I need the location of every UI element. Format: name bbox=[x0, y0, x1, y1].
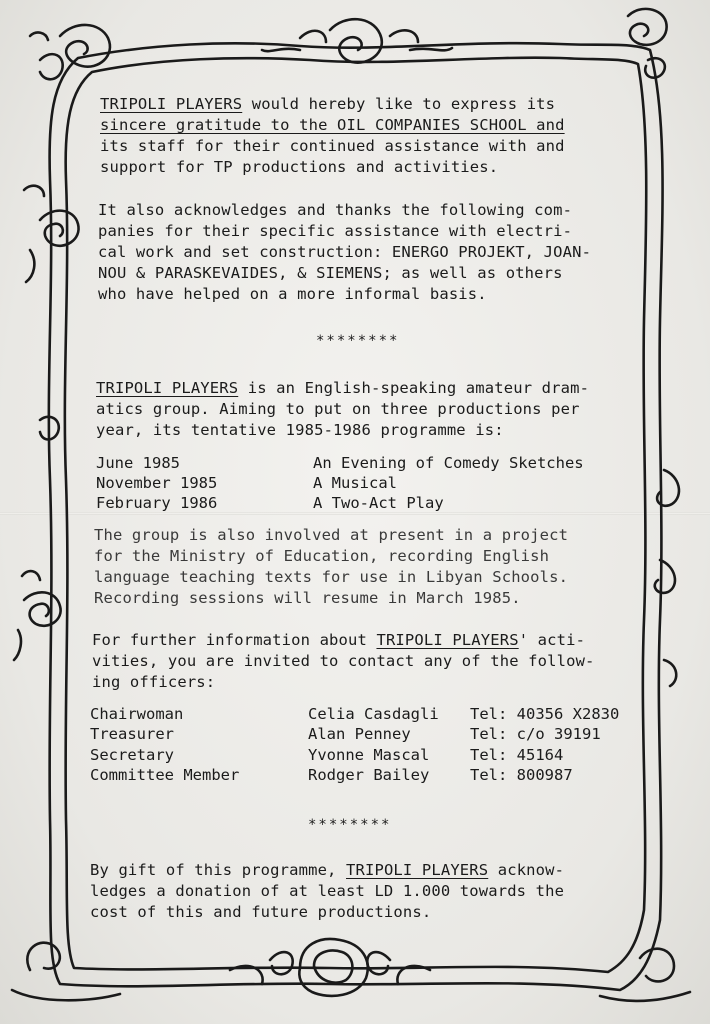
officer-name: Alan Penney bbox=[308, 725, 411, 743]
officer-tel: Tel: 40356 X2830 bbox=[470, 705, 620, 723]
officer-name: Rodger Bailey bbox=[308, 766, 430, 784]
officer-role: Committee Member bbox=[90, 766, 240, 784]
officer-tel: Tel: 45164 bbox=[470, 746, 564, 764]
programme-date: June 1985 bbox=[96, 454, 180, 472]
paragraph-about-group bbox=[96, 378, 589, 441]
officer-name: Yvonne Mascal bbox=[308, 746, 430, 764]
programme-event: A Musical bbox=[313, 474, 397, 492]
officer-tel: Tel: c/o 39191 bbox=[470, 725, 601, 743]
para2-line1: It also acknowledges and thanks the following com- bbox=[98, 201, 573, 219]
para5-line1-pre: For further information about bbox=[92, 631, 377, 649]
para5-line2: vities, you are invited to contact any of the follow- bbox=[92, 652, 595, 670]
group-name: TRIPOLI PLAYERS bbox=[376, 631, 519, 649]
para6-line2: ledges a donation of at least LD 1.000 towards the bbox=[90, 882, 565, 900]
para3-line3: year, its tentative 1985-1986 programme is: bbox=[96, 421, 504, 439]
para2-line4: NOU & PARASKEVAIDES, & SIEMENS; as well as others bbox=[98, 264, 563, 282]
para1-line3: its staff for their continued assistance with and bbox=[100, 137, 565, 155]
paragraph-ministry-project bbox=[94, 525, 568, 609]
programme-event: An Evening of Comedy Sketches bbox=[313, 454, 584, 472]
para1-line2: sincere gratitude to the OIL COMPANIES SCHOOL and bbox=[100, 116, 565, 134]
officer-tel: Tel: 800987 bbox=[470, 766, 573, 784]
para4-line3: language teaching texts for use in Libyan Schools. bbox=[94, 568, 569, 586]
officer-role: Chairwoman bbox=[90, 705, 184, 723]
separator-stars: ******** bbox=[316, 333, 400, 349]
officer-role: Treasurer bbox=[90, 725, 174, 743]
para3-line2: atics group. Aiming to put on three productions per bbox=[96, 400, 580, 418]
para3-line1: is an English-speaking amateur dram- bbox=[238, 379, 590, 397]
programme-date: November 1985 bbox=[96, 474, 218, 492]
para6-line1-pre: By gift of this programme, bbox=[90, 861, 347, 879]
paragraph-thanks-school bbox=[100, 94, 565, 178]
para4-line1: The group is also involved at present in a project bbox=[94, 526, 569, 544]
group-name: TRIPOLI PLAYERS bbox=[100, 95, 243, 113]
paragraph-thanks-companies bbox=[98, 200, 591, 305]
group-name: TRIPOLI PLAYERS bbox=[346, 861, 489, 879]
programme-event: A Two-Act Play bbox=[313, 494, 444, 512]
para5-line3: ing officers: bbox=[92, 673, 216, 691]
para2-line3: cal work and set construction: ENERGO PROJEKT, JOAN- bbox=[98, 243, 592, 261]
para6-line3: cost of this and future productions. bbox=[90, 903, 432, 921]
group-name: TRIPOLI PLAYERS bbox=[96, 379, 239, 397]
paragraph-donation bbox=[90, 860, 564, 923]
paragraph-contact-info bbox=[92, 630, 595, 693]
para5-line1-post: ' acti- bbox=[518, 631, 586, 649]
officer-name: Celia Casdagli bbox=[308, 705, 439, 723]
officer-role: Secretary bbox=[90, 746, 174, 764]
para1-line1: would hereby like to express its bbox=[242, 95, 556, 113]
programme-date: February 1986 bbox=[96, 494, 218, 512]
para4-line2: for the Ministry of Education, recording English bbox=[94, 547, 550, 565]
para1-line4: support for TP productions and activities. bbox=[100, 158, 499, 176]
separator-stars: ******** bbox=[308, 817, 392, 833]
para6-line1-post: acknow- bbox=[488, 861, 565, 879]
para2-line2: panies for their specific assistance with electri- bbox=[98, 222, 573, 240]
para2-line5: who have helped on a more informal basis. bbox=[98, 285, 487, 303]
para4-line4: Recording sessions will resume in March 1985. bbox=[94, 589, 521, 607]
